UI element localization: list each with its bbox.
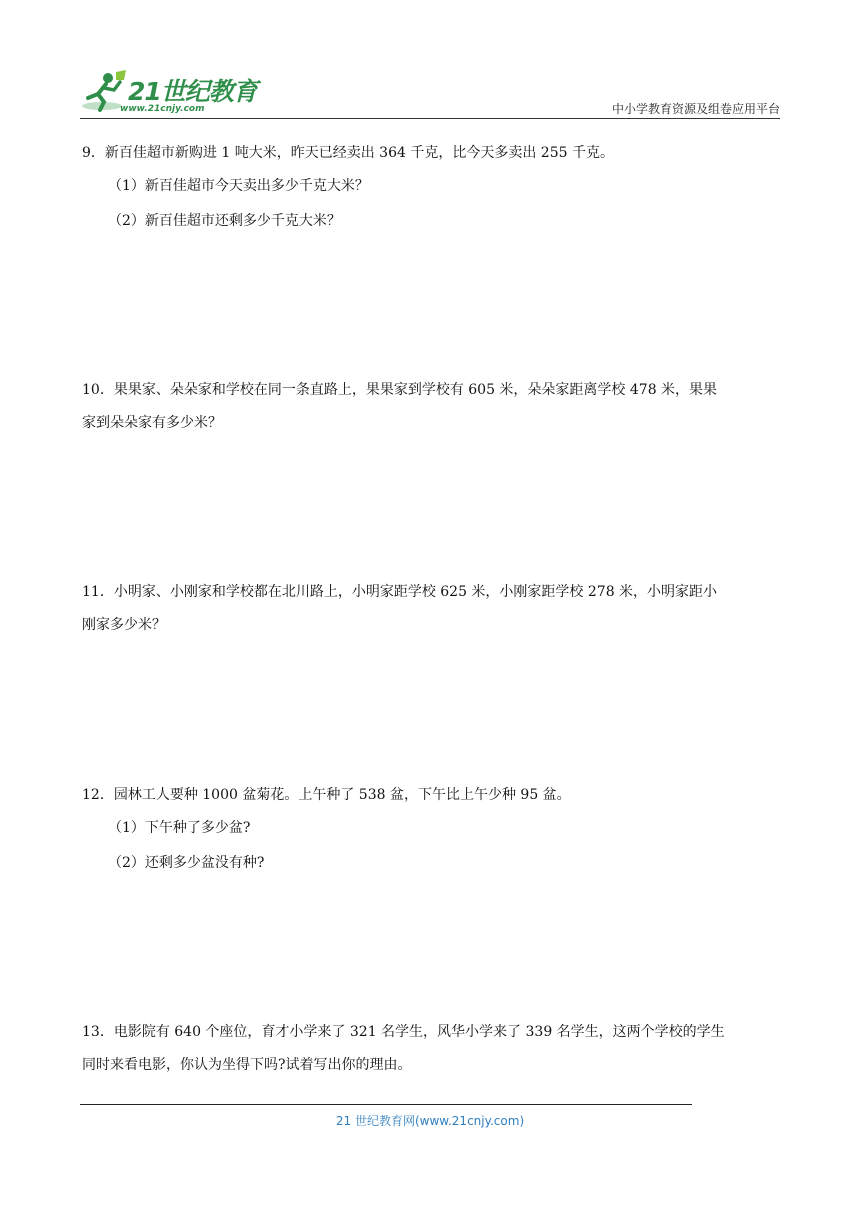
question-13-text-line2: 同时来看电影，你认为坐得下吗?试着写出你的理由。 bbox=[82, 1057, 412, 1073]
question-12-text: 12．园林工人要种 1000 盆菊花。上午种了 538 盆，下午比上午少种 95 盆。 bbox=[82, 787, 571, 803]
footer-divider bbox=[80, 1104, 692, 1105]
question-10-text-line1: 10．果果家、朵朵家和学校在同一条直路上，果果家到学校有 605 米，朵朵家距离学校 478 米，果果 bbox=[82, 382, 718, 398]
footer-link[interactable]: 21 世纪教育网(www.21cnjy.com) bbox=[335, 1114, 525, 1128]
header-divider bbox=[80, 118, 780, 119]
question-11-text-line1: 11．小明家、小刚家和学校都在北川路上，小明家距学校 625 米，小刚家距学校 278 米，小明家距小 bbox=[82, 584, 718, 600]
logo-brand-text: 21世纪教育 bbox=[128, 77, 257, 106]
question-9-text: 9．新百佳超市新购进 1 吨大米，昨天已经卖出 364 千克，比今天多卖出 255 千克。 bbox=[82, 145, 614, 161]
question-9-sub1: （1）新百佳超市今天卖出多少千克大米？ bbox=[108, 178, 369, 194]
platform-title: 中小学教育资源及组卷应用平台 bbox=[611, 102, 780, 116]
question-12-sub1: （1）下午种了多少盆? bbox=[108, 820, 251, 836]
question-12-sub2: （2）还剩多少盆没有种? bbox=[108, 855, 265, 871]
site-logo[interactable] bbox=[80, 66, 280, 116]
question-11-text-line2: 刚家多少米？ bbox=[82, 617, 166, 633]
page-header bbox=[80, 66, 780, 118]
logo-url-text: www.21cnjy.com bbox=[120, 104, 205, 114]
question-13-text-line1: 13．电影院有 640 个座位，育才小学来了 321 名学生，风华小学来了 339 名学生，这两个学校的学生 bbox=[82, 1024, 725, 1040]
question-10-text-line2: 家到朵朵家有多少米？ bbox=[82, 415, 222, 431]
question-9-sub2: （2）新百佳超市还剩多少千克大米？ bbox=[108, 213, 341, 229]
